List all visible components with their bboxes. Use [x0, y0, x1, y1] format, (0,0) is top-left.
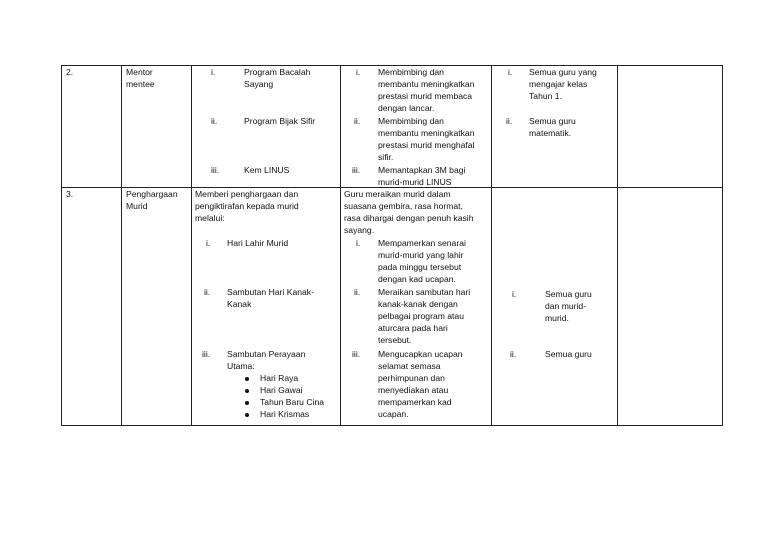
list-item: Mempamerkan senarai: [378, 238, 466, 248]
list-item: murid.: [545, 313, 569, 323]
list-item: Tahun 1.: [529, 91, 562, 101]
list-marker: ii.: [510, 349, 517, 359]
list-item: Semua guru yang: [529, 67, 597, 77]
list-marker: ii.: [506, 116, 513, 126]
list-item: aturcara pada hari: [378, 323, 448, 333]
list-item: membantu meningkatkan: [378, 128, 475, 138]
list-marker: i.: [356, 238, 361, 248]
table-border-bottom: [61, 425, 723, 426]
list-marker: i.: [512, 289, 517, 299]
list-item: murid-murid LINUS: [378, 177, 452, 187]
list-marker: ii.: [354, 116, 361, 126]
list-item: selamat semasa: [378, 361, 441, 371]
list-item: prestasi murid menghafal: [378, 140, 475, 150]
list-item: Hari Lahir Murid: [227, 238, 289, 248]
list-item: Utama:: [227, 361, 255, 371]
bullet-icon: [245, 413, 249, 417]
bullet-icon: [245, 401, 249, 405]
list-marker: ii.: [204, 287, 211, 297]
row-number: 2.: [66, 67, 74, 77]
list-item: Semua guru: [545, 289, 592, 299]
list-item: tersebut.: [378, 335, 412, 345]
list-item: menyediakan atau: [378, 385, 449, 395]
intro-text: sayang.: [344, 225, 375, 235]
list-item: dengan kad ucapan.: [378, 274, 456, 284]
list-item: Sayang: [244, 79, 274, 89]
col-divider: [121, 65, 122, 426]
list-item: Membimbing dan: [378, 116, 444, 126]
celebration-item: Hari Gawai: [260, 385, 303, 395]
list-item: matematik.: [529, 128, 572, 138]
intro-text: rasa dihargai dengan penuh kasih: [344, 213, 474, 223]
list-item: Membimbing dan: [378, 67, 444, 77]
list-marker: iii.: [352, 349, 361, 359]
activity-name: Mentor: [126, 67, 153, 77]
list-item: ucapan.: [378, 409, 409, 419]
list-item: Kem LINUS: [244, 165, 290, 175]
celebration-item: Hari Krismas: [260, 409, 310, 419]
list-marker: i.: [211, 67, 216, 77]
list-item: kanak-kanak dengan: [378, 299, 458, 309]
list-item: pelbagai program atau: [378, 311, 464, 321]
celebration-item: Tahun Baru Cina: [260, 397, 325, 407]
list-item: sifir.: [378, 152, 394, 162]
list-item: murid-murid yang lahir: [378, 250, 464, 260]
list-marker: i.: [206, 238, 211, 248]
list-item: Sambutan Hari Kanak-: [227, 287, 314, 297]
col-divider: [191, 65, 192, 426]
list-item: Mengucapkan ucapan: [378, 349, 463, 359]
list-item: dan murid-: [545, 301, 587, 311]
list-item: Meraikan sambutan hari: [378, 287, 471, 297]
list-item: dengan lancar.: [378, 103, 435, 113]
list-marker: i.: [508, 67, 513, 77]
table-border-right: [722, 65, 723, 426]
list-marker: i.: [356, 67, 361, 77]
col-divider: [340, 65, 341, 426]
intro-text: suasana gembira, rasa hormat,: [344, 201, 463, 211]
list-item: Memantapkan 3M bagi: [378, 165, 466, 175]
activity-name: Murid: [126, 201, 148, 211]
list-item: prestasi murid membaca: [378, 91, 473, 101]
col-divider: [491, 65, 492, 426]
list-marker: iii.: [352, 165, 361, 175]
activity-name: Penghargaan: [126, 189, 178, 199]
list-marker: iii.: [202, 349, 211, 359]
list-item: Program Bijak Sifir: [244, 116, 316, 126]
bullet-icon: [245, 377, 249, 381]
bullet-icon: [245, 389, 249, 393]
list-item: Sambutan Perayaan: [227, 349, 306, 359]
col-divider: [617, 65, 618, 426]
list-item: pada minggu tersebut: [378, 262, 462, 272]
intro-text: Guru meraikan murid dalam: [344, 189, 451, 199]
intro-text: melalui:: [195, 213, 225, 223]
list-item: perhimpunan dan: [378, 373, 445, 383]
celebration-item: Hari Raya: [260, 373, 299, 383]
list-item: Semua guru: [545, 349, 592, 359]
list-item: mempamerkan kad: [378, 397, 452, 407]
list-marker: ii.: [211, 116, 218, 126]
list-item: mengajar kelas: [529, 79, 588, 89]
list-marker: ii.: [354, 287, 361, 297]
list-item: Program Bacalah: [244, 67, 311, 77]
list-item: Semua guru: [529, 116, 576, 126]
intro-text: Memberi penghargaan dan: [195, 189, 299, 199]
activity-name: mentee: [126, 79, 155, 89]
intro-text: pengiktirafan kepada murid: [195, 201, 299, 211]
list-item: membantu meningkatkan: [378, 79, 475, 89]
list-marker: iii.: [211, 165, 220, 175]
col-divider: [61, 65, 62, 426]
list-item: Kanak: [227, 299, 252, 309]
row-number: 3.: [66, 189, 74, 199]
